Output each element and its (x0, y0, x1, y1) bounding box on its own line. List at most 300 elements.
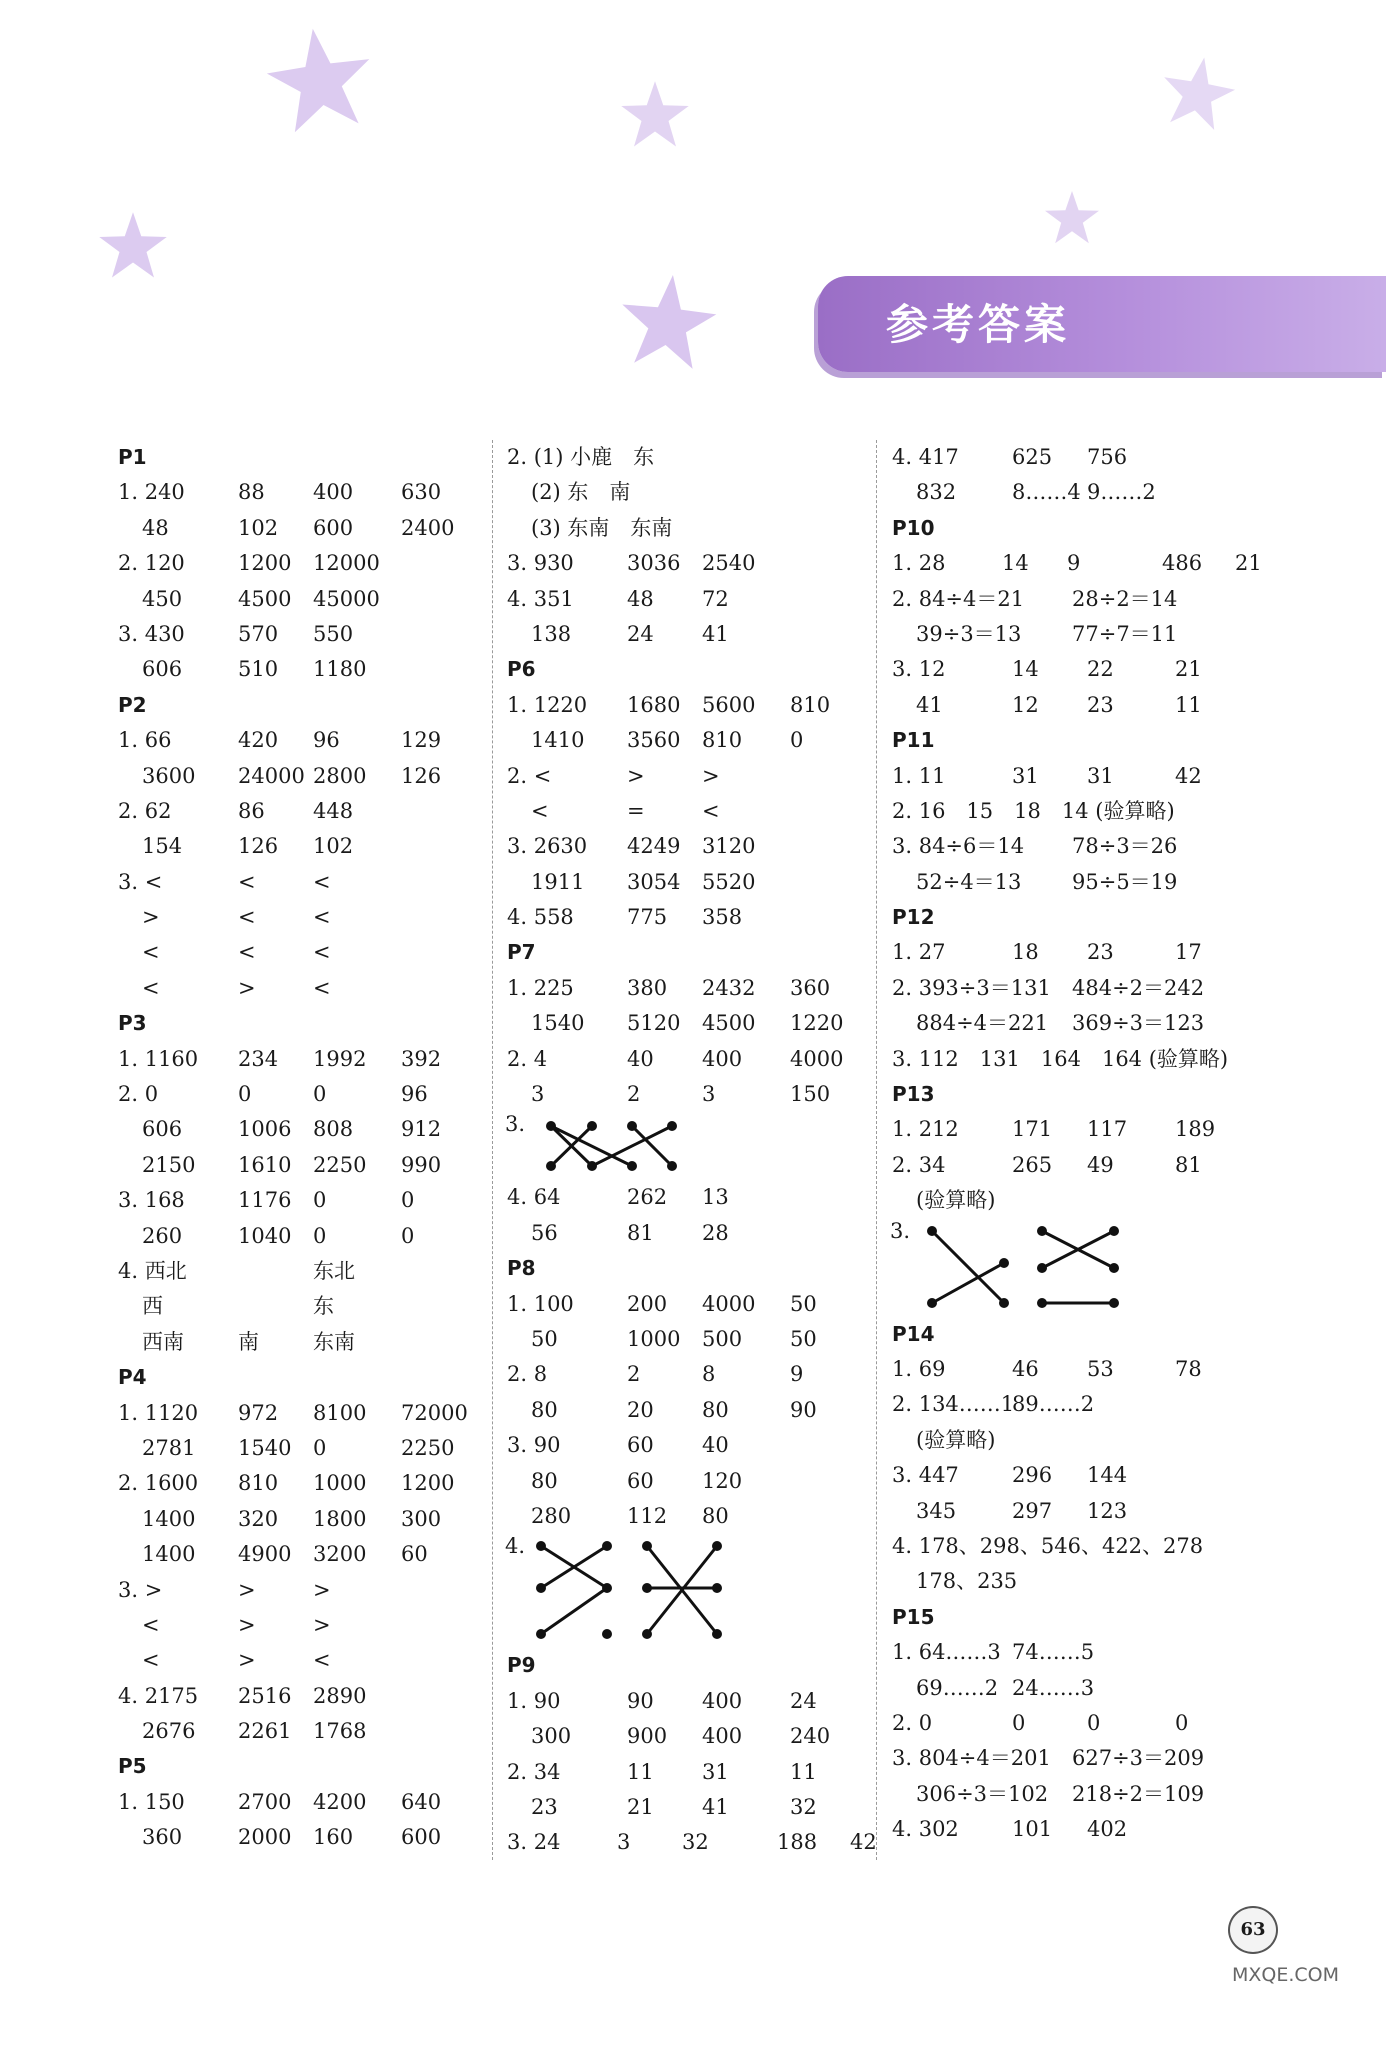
answer-cell: 0 (790, 728, 804, 753)
match-dot (642, 1629, 652, 1639)
answer-cell: > (238, 1577, 256, 1602)
answer-cell: P15 (892, 1604, 935, 1629)
answer-row (507, 900, 907, 935)
answer-cell: 832 (916, 480, 957, 505)
answer-cell: 32 (682, 1830, 709, 1855)
section-heading (507, 935, 907, 970)
answer-cell: 4. 558 (507, 905, 574, 930)
answer-cell: 1. 69 (892, 1356, 946, 1381)
answer-cell: P4 (118, 1365, 147, 1390)
answer-cell: > (142, 905, 160, 930)
answer-cell: 360 (142, 1825, 183, 1850)
answer-cell: 218÷2＝109 (1072, 1781, 1205, 1806)
answer-cell: 1180 (313, 657, 367, 682)
watermark: MXQE.COM (1232, 1964, 1340, 1986)
answer-row (507, 546, 907, 581)
answer-row (118, 652, 518, 687)
match-dot (1109, 1226, 1119, 1236)
answer-cell: 1040 (238, 1223, 292, 1248)
answer-cell: 14 (1002, 551, 1029, 576)
answer-cell: 24 (790, 1688, 817, 1713)
answer-cell: < (142, 1612, 160, 1637)
answer-cell: 1540 (238, 1435, 292, 1460)
answer-cell: 150 (790, 1082, 831, 1107)
answer-cell: 260 (142, 1223, 183, 1248)
answer-cell: 东 (313, 1294, 334, 1319)
answer-row (892, 582, 1292, 617)
answer-cell: 1. 90 (507, 1688, 561, 1713)
answer-cell: 24000 (238, 763, 305, 788)
answer-cell: 234 (238, 1046, 279, 1071)
answer-row (892, 546, 1292, 581)
answer-cell: 450 (142, 586, 183, 611)
answer-cell: 1176 (238, 1188, 292, 1213)
answer-cell: 3054 (627, 869, 681, 894)
answer-cell: 1200 (238, 551, 292, 576)
answer-row (892, 1635, 1292, 1670)
answer-cell: 90 (790, 1397, 817, 1422)
answer-cell: 380 (627, 975, 668, 1000)
answer-cell: 600 (401, 1825, 442, 1850)
answer-row (118, 511, 518, 546)
match-dot (602, 1629, 612, 1639)
answer-cell: 3. 84÷6＝14 (892, 834, 1025, 859)
answer-cell: 4000 (790, 1046, 844, 1071)
answer-cell: 2400 (401, 515, 455, 540)
answer-cell: 0 (1087, 1710, 1101, 1735)
answer-cell: 369÷3＝123 (1072, 1011, 1205, 1036)
answer-cell: 306÷3＝102 (916, 1781, 1049, 1806)
answer-cell: 5520 (702, 869, 756, 894)
answer-cell: 296 (1012, 1463, 1053, 1488)
connector-line (551, 1126, 632, 1166)
answer-cell: 2. (1) 小鹿 东 (507, 445, 655, 469)
answer-column-3 (892, 440, 1292, 1847)
answer-cell: P13 (892, 1082, 935, 1107)
answer-cell: 45000 (313, 586, 380, 611)
answer-cell: 2250 (313, 1152, 367, 1177)
answer-cell: 4. 西北 (118, 1258, 187, 1283)
answer-cell: 2. 393÷3＝131 (892, 975, 1051, 1000)
answer-row (892, 1148, 1292, 1183)
answer-row (118, 617, 518, 652)
answer-cell: 486 (1162, 551, 1203, 576)
answer-row (118, 1714, 518, 1749)
answer-cell: 3. 430 (118, 621, 185, 646)
answer-cell: 9……2 (1087, 480, 1156, 505)
answer-cell: 1680 (627, 692, 681, 717)
answer-cell: 31 (702, 1759, 729, 1784)
match-dot (546, 1161, 556, 1171)
answer-row (892, 617, 1292, 652)
answer-cell: 102 (313, 834, 354, 859)
answer-row (118, 1643, 518, 1678)
answer-cell: 402 (1087, 1817, 1128, 1842)
answer-cell: 39÷3＝13 (916, 621, 1022, 646)
answer-cell: 28 (702, 1220, 729, 1245)
answer-cell: 50 (531, 1326, 558, 1351)
answer-cell: 0 (313, 1223, 327, 1248)
answer-cell: 78 (1175, 1356, 1202, 1381)
answer-cell: 60 (627, 1433, 654, 1458)
answer-cell: 1. 212 (892, 1117, 959, 1142)
answer-row (507, 1357, 907, 1392)
match-dot (712, 1541, 722, 1551)
answer-cell: 8100 (313, 1400, 367, 1425)
answer-cell: P9 (507, 1653, 536, 1678)
answer-row (892, 935, 1292, 970)
answer-cell: (2) 东 南 (531, 480, 631, 505)
answer-cell: 171 (1012, 1117, 1053, 1142)
answer-cell: 358 (702, 905, 743, 930)
answer-cell: 2800 (313, 763, 367, 788)
answer-row (892, 1671, 1292, 1706)
answer-cell: 2. 4 (507, 1046, 548, 1071)
answer-cell: 13 (702, 1185, 729, 1210)
answer-cell: 3. 24 (507, 1830, 561, 1855)
answer-row (507, 582, 907, 617)
match-dot (536, 1541, 546, 1551)
answer-cell: 2261 (238, 1719, 292, 1744)
answer-cell: 89……2 (1012, 1392, 1095, 1417)
answer-cell: > (313, 1612, 331, 1637)
answer-row (892, 1741, 1292, 1776)
answer-row (118, 971, 518, 1006)
match-dot (627, 1161, 637, 1171)
answer-row (892, 1423, 1292, 1458)
answer-cell: 24……3 (1012, 1675, 1095, 1700)
section-heading (118, 1749, 518, 1784)
answer-row (892, 1387, 1292, 1422)
answer-cell: 2250 (401, 1435, 455, 1460)
answer-row (892, 475, 1292, 510)
match-dot (642, 1583, 652, 1593)
answer-cell: 41 (702, 621, 729, 646)
connector-line (932, 1231, 1004, 1303)
answer-row (892, 794, 1292, 829)
matching-lines (507, 1534, 737, 1646)
answer-cell: 640 (401, 1789, 442, 1814)
answer-cell: 4900 (238, 1542, 292, 1567)
answer-cell: < (313, 940, 331, 965)
section-heading (118, 440, 518, 475)
answer-cell: 160 (313, 1825, 354, 1850)
answer-row (892, 1112, 1292, 1147)
answer-row (118, 865, 518, 900)
answer-cell: 80 (702, 1503, 729, 1528)
answer-cell: 900 (627, 1724, 668, 1749)
answer-cell: 3. 12 (892, 657, 946, 682)
answer-cell: 2. 1600 (118, 1471, 199, 1496)
answer-cell: < (142, 1648, 160, 1673)
answer-row (118, 1679, 518, 1714)
answer-row (507, 723, 907, 758)
answer-cell: 3. 90 (507, 1433, 561, 1458)
answer-cell: 52÷4＝13 (916, 869, 1022, 894)
answer-cell: 81 (1175, 1152, 1202, 1177)
answer-cell: 1006 (238, 1117, 292, 1142)
answer-row (892, 1777, 1292, 1812)
answer-cell: 2516 (238, 1683, 292, 1708)
answer-cell: < (142, 940, 160, 965)
answer-row (118, 546, 518, 581)
answer-cell: 1400 (142, 1542, 196, 1567)
answer-cell: 2150 (142, 1152, 196, 1177)
answer-cell: 392 (401, 1046, 442, 1071)
answer-row (507, 971, 907, 1006)
answer-cell: 240 (790, 1724, 831, 1749)
answer-cell: 17 (1175, 940, 1202, 965)
answer-cell: 95÷5＝19 (1072, 869, 1178, 894)
answer-row (507, 865, 907, 900)
answer-cell: 78÷3＝26 (1072, 834, 1178, 859)
answer-cell: 300 (531, 1724, 572, 1749)
match-dot (1037, 1226, 1047, 1236)
answer-cell: 96 (401, 1082, 428, 1107)
answer-cell: 144 (1087, 1463, 1128, 1488)
answer-cell: 0 (401, 1188, 415, 1213)
answer-cell: 31 (1087, 763, 1114, 788)
answer-cell: 0 (313, 1082, 327, 1107)
answer-cell: 400 (702, 1724, 743, 1749)
answer-cell: 400 (702, 1688, 743, 1713)
answer-row (892, 1494, 1292, 1529)
answer-cell: 28÷2＝14 (1072, 586, 1178, 611)
answer-cell: 1610 (238, 1152, 292, 1177)
answer-cell: 80 (531, 1468, 558, 1493)
answer-cell: 49 (1087, 1152, 1114, 1177)
answer-cell: 23 (531, 1794, 558, 1819)
answer-cell: 810 (238, 1471, 279, 1496)
answer-row (507, 1428, 907, 1463)
answer-cell: < (313, 869, 331, 894)
match-dot (546, 1121, 556, 1131)
answer-cell: 0 (238, 1082, 252, 1107)
answer-cell: 5600 (702, 692, 756, 717)
answer-row (507, 829, 907, 864)
answer-cell: 625 (1012, 445, 1053, 469)
answer-cell: 570 (238, 621, 279, 646)
answer-row (507, 1180, 907, 1215)
answer-cell: = (627, 798, 645, 823)
question-number: 3. (890, 1218, 911, 1243)
answer-row (118, 1785, 518, 1820)
answer-cell: 14 (1012, 657, 1039, 682)
answer-row (892, 1706, 1292, 1741)
answer-cell: < (238, 940, 256, 965)
answer-row (118, 1112, 518, 1147)
answer-cell: 117 (1087, 1117, 1128, 1142)
answer-cell: 112 (627, 1503, 668, 1528)
answer-cell: 40 (627, 1046, 654, 1071)
answer-cell: < (142, 975, 160, 1000)
answer-row (507, 794, 907, 829)
answer-row (507, 1499, 907, 1534)
section-heading (892, 1077, 1292, 1112)
answer-cell: 1400 (142, 1506, 196, 1531)
matching-lines (892, 1219, 1122, 1315)
match-dot (602, 1583, 612, 1593)
answer-cell: > (238, 1648, 256, 1673)
answer-cell: 46 (1012, 1356, 1039, 1381)
answer-cell: 1. 240 (118, 480, 185, 505)
answer-cell: 3 (531, 1082, 545, 1107)
answer-cell: < (531, 798, 549, 823)
answer-row (118, 900, 518, 935)
answer-cell: 1800 (313, 1506, 367, 1531)
answer-cell: 0 (1012, 1710, 1026, 1735)
answer-cell: 4. 178、298、546、422、278 (892, 1533, 1204, 1558)
answer-cell: < (238, 869, 256, 894)
section-heading (118, 1006, 518, 1041)
match-dot (536, 1629, 546, 1639)
answer-cell: 11 (790, 1759, 817, 1784)
answer-cell: 32 (790, 1794, 817, 1819)
answer-cell: 3. 168 (118, 1188, 185, 1213)
answer-row (118, 1042, 518, 1077)
answer-cell: P7 (507, 940, 536, 965)
answer-row (118, 1537, 518, 1572)
answer-row (507, 1755, 907, 1790)
answer-cell: 120 (702, 1468, 743, 1493)
answer-row (118, 1289, 518, 1324)
answer-row (507, 1464, 907, 1499)
answer-cell: 4. 2175 (118, 1683, 199, 1708)
section-heading (892, 1317, 1292, 1352)
match-dot (999, 1298, 1009, 1308)
answer-cell: 1. 1220 (507, 692, 588, 717)
answer-cell: 8 (702, 1362, 716, 1387)
answer-row (118, 1466, 518, 1501)
answer-row (118, 1077, 518, 1112)
answer-cell: 9 (1067, 551, 1081, 576)
answer-row (892, 1529, 1292, 1564)
answer-cell: 280 (531, 1503, 572, 1528)
answer-cell: 8……4 (1012, 480, 1081, 505)
answer-cell: P8 (507, 1256, 536, 1281)
answer-cell: 0 (313, 1435, 327, 1460)
answer-cell: 756 (1087, 445, 1128, 469)
answer-cell: P3 (118, 1011, 147, 1036)
answer-cell: 12 (1012, 692, 1039, 717)
answer-cell: (3) 东南 东南 (531, 515, 673, 540)
answer-cell: 2 (627, 1362, 641, 1387)
section-heading (118, 688, 518, 723)
answer-cell: 23 (1087, 940, 1114, 965)
answer-cell: 2676 (142, 1719, 196, 1744)
answer-cell: 3. 2630 (507, 834, 588, 859)
answer-cell: 1410 (531, 728, 585, 753)
answer-cell: 9 (790, 1362, 804, 1387)
answer-cell: 90 (627, 1688, 654, 1713)
answer-row (507, 511, 907, 546)
answer-row (507, 475, 907, 510)
matching-lines (507, 1112, 707, 1178)
answer-row (507, 1006, 907, 1041)
answer-cell: 96 (313, 728, 340, 753)
answer-cell: 297 (1012, 1498, 1053, 1523)
answer-cell: 102 (238, 515, 279, 540)
match-dot (999, 1258, 1009, 1268)
match-dot (1037, 1263, 1047, 1273)
answer-cell: 3. 112 131 164 164 (验算略) (892, 1046, 1229, 1071)
answer-cell: 77÷7＝11 (1072, 621, 1178, 646)
answer-cell: 3 (702, 1082, 716, 1107)
answer-cell: 1. 27 (892, 940, 946, 965)
answer-cell: 88 (238, 480, 265, 505)
answer-cell: 448 (313, 798, 354, 823)
answer-cell: 2781 (142, 1435, 196, 1460)
answer-row (507, 1790, 907, 1825)
answer-row (118, 1820, 518, 1855)
match-dot (712, 1629, 722, 1639)
answer-column-1 (118, 440, 518, 1856)
question-number: 4. (505, 1534, 526, 1559)
answer-cell: 5120 (627, 1011, 681, 1036)
answer-cell: 320 (238, 1506, 279, 1531)
answer-row (118, 1502, 518, 1537)
page-number: 63 (1228, 1906, 1278, 1954)
answer-cell: 74……5 (1012, 1640, 1095, 1665)
answer-cell: 53 (1087, 1356, 1114, 1381)
answer-row (507, 617, 907, 652)
answer-cell: 1911 (531, 869, 585, 894)
section-heading (892, 511, 1292, 546)
answer-cell: 126 (401, 763, 442, 788)
answer-cell: > (238, 1612, 256, 1637)
match-dot (587, 1121, 597, 1131)
answer-cell: 138 (531, 621, 572, 646)
answer-cell: 2 (627, 1082, 641, 1107)
answer-cell: 2. 16 15 18 14 (验算略) (892, 798, 1175, 823)
section-heading (892, 900, 1292, 935)
answer-cell: 1540 (531, 1011, 585, 1036)
answer-cell: 189 (1175, 1117, 1216, 1142)
answer-cell: > (313, 1577, 331, 1602)
answer-cell: 31 (1012, 763, 1039, 788)
answer-row (507, 1287, 907, 1322)
answer-cell: P12 (892, 905, 935, 930)
answer-cell: 12000 (313, 551, 380, 576)
answer-row (118, 829, 518, 864)
answer-cell: 48 (142, 515, 169, 540)
answer-cell: > (627, 763, 645, 788)
answer-row (118, 475, 518, 510)
answer-cell: 2890 (313, 1683, 367, 1708)
answer-row (118, 1396, 518, 1431)
answer-cell: 360 (790, 975, 831, 1000)
answer-cell: 3560 (627, 728, 681, 753)
answer-cell: 西 (142, 1294, 163, 1319)
answer-row (118, 1431, 518, 1466)
answer-cell: 22 (1087, 657, 1114, 682)
answer-row (507, 1077, 907, 1112)
answer-cell: 3 (617, 1830, 631, 1855)
answer-cell: P1 (118, 445, 147, 469)
matching-diagram (507, 1534, 907, 1648)
answer-cell: 2. 62 (118, 798, 172, 823)
match-dot (667, 1121, 677, 1131)
answer-row (892, 440, 1292, 475)
answer-row (507, 1216, 907, 1251)
answer-cell: 21 (1235, 551, 1262, 576)
answer-cell: 23 (1087, 692, 1114, 717)
section-heading (118, 1360, 518, 1395)
answer-cell: 345 (916, 1498, 957, 1523)
answer-cell: 60 (627, 1468, 654, 1493)
answer-cell: 2540 (702, 551, 756, 576)
answer-cell: 3036 (627, 551, 681, 576)
